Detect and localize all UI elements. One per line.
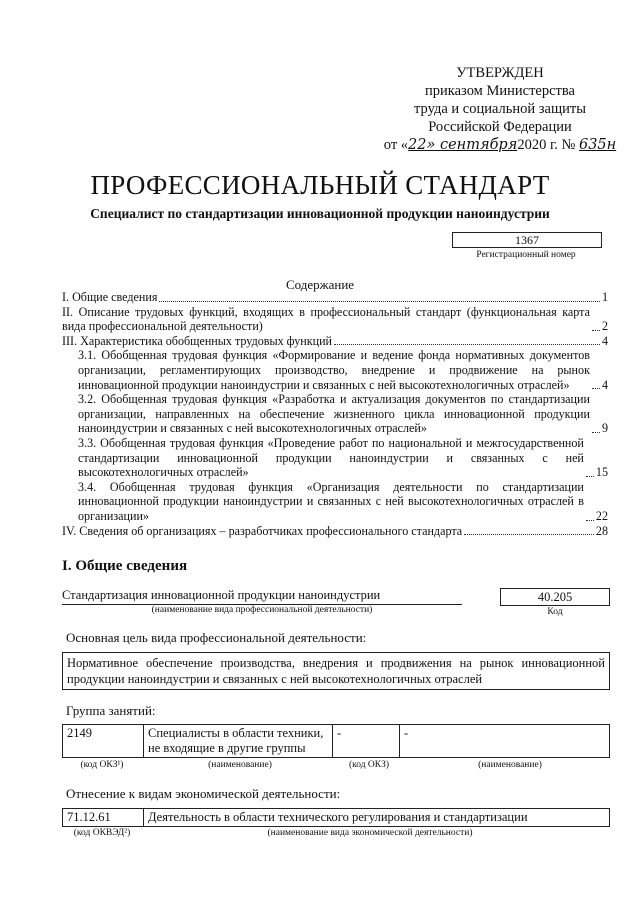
- toc-title: Содержание: [285, 277, 355, 292]
- toc-item[interactable]: 3.1. Обобщенная трудовая функция «Формирование и ведение фонда нормативных документов организации, регламентирующих производство, внедрение и продвижение на рынок инновационной продукции наноиндустрии и связанных с ней высокотехнологичных отраслей» 4: [78, 348, 608, 392]
- approval-block: [380, 64, 620, 154]
- okz-code-2: -: [333, 725, 400, 758]
- caption-okz-code-2: (код ОКЗ): [348, 760, 390, 770]
- order-number: 635н: [578, 137, 617, 153]
- registration-label: Регистрационный номер: [476, 250, 576, 260]
- page-title: ПРОФЕССИОНАЛЬНЫЙ СТАНДАРТ: [90, 170, 550, 200]
- approval-line: УТВЕРЖДЕН: [456, 65, 544, 81]
- approval-line: труда и социальной защиты: [414, 101, 586, 117]
- goal-text: Нормативное обеспечение производства, внедрения и продвижения на рынок инновационной продукции наноиндустрии и связанных с ней высокотехнологичных отраслей: [62, 652, 610, 690]
- caption-okved-code: (код ОКВЭД²): [73, 828, 131, 838]
- okz-name-2: -: [400, 725, 610, 758]
- registration-number: 1367: [452, 232, 602, 248]
- caption-okz-code: (код ОКЗ¹): [80, 760, 124, 770]
- activity-name-caption: (наименование вида профессиональной деятельности): [151, 605, 373, 615]
- toc-item[interactable]: II. Описание трудовых функций, входящих в профессиональный стандарт (функциональная карта вида профессиональной деятельности) 2: [62, 304, 608, 334]
- okved-code: 71.12.61: [63, 809, 144, 827]
- goal-label: Основная цель вида профессиональной деятельности:: [66, 630, 367, 645]
- activity-name: Стандартизация инновационной продукции наноиндустрии: [62, 588, 462, 605]
- okz-code: 2149: [63, 725, 144, 758]
- approval-line: Российской Федерации: [428, 119, 572, 135]
- okved-name: Деятельность в области технического регулирования и стандартизации: [144, 809, 610, 827]
- section-heading: I. Общие сведения: [62, 558, 188, 574]
- caption-okz-name: (наименование): [208, 760, 272, 770]
- table-row: [63, 725, 610, 758]
- caption-okz-name-2: (наименование): [478, 760, 542, 770]
- toc-item[interactable]: IV. Сведения об организациях – разработчиках профессионального стандарта 28: [62, 523, 608, 538]
- toc-item[interactable]: I. Общие сведения 1: [62, 290, 608, 304]
- toc-item[interactable]: 3.2. Обобщенная трудовая функция «Разработка и актуализация документов по стандартизации организации, направленных на обеспечение жизненного цикла инновационной продукции наноиндустрии и связанных с ней высокотехнологичных отраслей» 9: [78, 392, 608, 436]
- okz-name: Специалисты в области техники, не входящие в другие группы: [144, 725, 333, 758]
- approval-date: от «22» сентября2020 г. № 635н: [383, 137, 617, 153]
- caption-okved-name: (наименование вида экономической деятельности): [267, 828, 473, 838]
- econ-activity-table: [62, 808, 610, 827]
- toc-item[interactable]: III. Характеристика обобщенных трудовых функций 4: [62, 333, 608, 348]
- approval-line: приказом Министерства: [425, 83, 575, 99]
- table-row: [63, 809, 610, 827]
- approval-day-month: 22» сентября: [408, 137, 518, 153]
- econ-label: Отнесение к видам экономической деятельности:: [66, 786, 341, 801]
- occupation-group-table: [62, 724, 610, 758]
- toc-item[interactable]: 3.4. Обобщенная трудовая функция «Организация деятельности по стандартизации инновационной продукции наноиндустрии и связанных с ней высокотехнологичных отраслей в организации» 22: [78, 479, 608, 523]
- group-label: Группа занятий:: [66, 703, 156, 718]
- page-subtitle: Специалист по стандартизации инновационной продукции наноиндустрии: [90, 206, 550, 221]
- activity-code: 40.205: [500, 588, 610, 606]
- toc-item[interactable]: 3.3. Обобщенная трудовая функция «Проведение работ по национальной и межгосударственной стандартизации инновационной продукции наноиндустрии и связанных с ней высокотехнологичных отраслей» 15: [78, 435, 608, 480]
- code-caption: Код: [547, 607, 563, 617]
- table-of-contents: [62, 290, 608, 538]
